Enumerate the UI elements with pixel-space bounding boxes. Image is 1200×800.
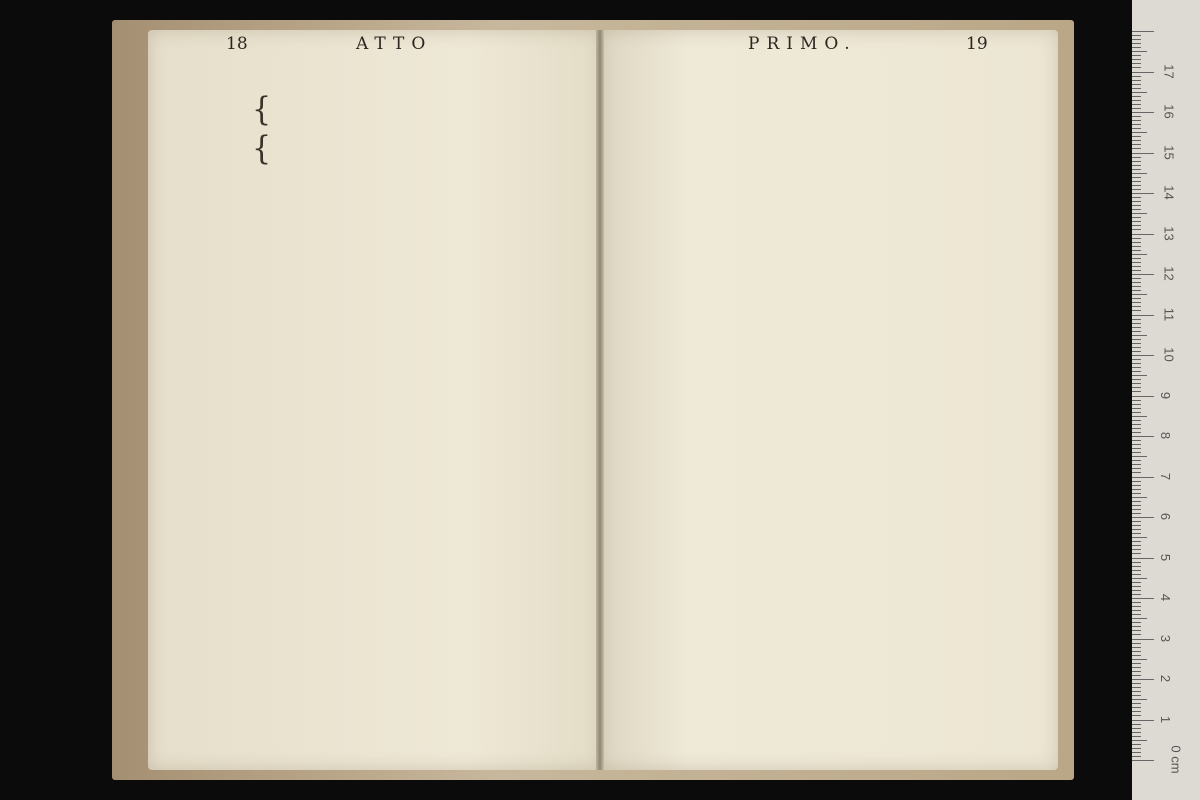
ruler-tick (1132, 363, 1141, 364)
ruler-tick (1132, 582, 1141, 583)
ruler-tick (1132, 148, 1141, 149)
ruler-number: 8 (1158, 431, 1174, 440)
ruler-tick (1132, 618, 1147, 619)
ruler-tick (1132, 752, 1141, 753)
ruler-tick (1132, 602, 1141, 603)
ruler-tick (1132, 578, 1147, 579)
ruler-tick (1132, 541, 1141, 542)
ruler-tick (1132, 124, 1141, 125)
ruler-tick (1132, 205, 1141, 206)
ruler-tick (1132, 444, 1141, 445)
ruler-tick (1132, 408, 1141, 409)
ruler-tick (1132, 493, 1141, 494)
ruler-tick (1132, 250, 1141, 251)
ruler-tick (1132, 464, 1141, 465)
ruler-tick (1132, 517, 1154, 518)
ruler-tick (1132, 72, 1154, 73)
ruler-tick (1132, 100, 1141, 101)
ruler-tick (1132, 59, 1141, 60)
ruler-tick (1132, 375, 1147, 376)
ruler-number: 9 (1158, 391, 1174, 399)
ruler-tick (1132, 209, 1141, 210)
ruler-tick (1132, 634, 1141, 635)
ruler-tick (1132, 703, 1141, 704)
page-number-left: 18 (226, 34, 248, 54)
ruler-tick (1132, 339, 1141, 340)
ruler-tick (1132, 655, 1141, 656)
ruler-tick (1132, 574, 1141, 575)
ruler-tick (1132, 282, 1141, 283)
ruler-tick (1132, 323, 1141, 324)
ruler-tick (1132, 35, 1141, 36)
ruler-tick (1132, 315, 1154, 316)
ruler-tick (1132, 396, 1154, 397)
ruler-tick (1132, 221, 1141, 222)
ruler-tick (1132, 262, 1141, 263)
ruler-tick (1132, 63, 1141, 64)
ruler-tick (1132, 367, 1141, 368)
ruler-tick (1132, 92, 1147, 93)
ruler-tick (1132, 606, 1141, 607)
ruler-tick (1132, 238, 1141, 239)
ruler-number: 12 (1161, 266, 1177, 281)
ruler-number: 17 (1161, 63, 1177, 79)
ruler-tick (1132, 428, 1141, 429)
ruler-tick (1132, 744, 1141, 745)
ruler-tick (1132, 416, 1147, 417)
ruler-tick (1132, 157, 1141, 158)
ruler-tick (1132, 136, 1141, 137)
ruler-tick (1132, 566, 1141, 567)
ruler-number: 0 cm (1168, 745, 1184, 774)
ruler-number: 13 (1161, 225, 1177, 241)
ruler-tick (1132, 691, 1141, 692)
ruler-tick (1132, 756, 1141, 757)
ruler-tick (1132, 331, 1141, 332)
ruler-tick (1132, 525, 1141, 526)
ruler-tick (1132, 278, 1141, 279)
ruler-tick (1132, 699, 1147, 700)
ruler-tick (1132, 290, 1141, 291)
brace-bracket: { (252, 129, 272, 168)
ruler-tick (1132, 622, 1141, 623)
ruler-tick (1132, 521, 1141, 522)
ruler-tick (1132, 306, 1141, 307)
ruler-tick (1132, 679, 1154, 680)
ruler-tick (1132, 598, 1154, 599)
ruler-tick (1132, 351, 1141, 352)
ruler-tick (1132, 740, 1147, 741)
ruler-tick (1132, 481, 1141, 482)
ruler-tick (1132, 736, 1141, 737)
ruler-tick (1132, 695, 1141, 696)
ruler-tick (1132, 477, 1154, 478)
ruler-tick (1132, 687, 1141, 688)
running-header-left: ATTO (356, 34, 433, 54)
ruler-number: 1 (1158, 715, 1174, 723)
ruler-tick (1132, 302, 1141, 303)
ruler-tick (1132, 161, 1141, 162)
ruler-tick (1132, 39, 1141, 40)
ruler-tick (1132, 651, 1141, 652)
ruler-tick (1132, 47, 1141, 48)
ruler-number: 7 (1158, 472, 1174, 480)
ruler-tick (1132, 558, 1154, 559)
ruler-tick (1132, 234, 1154, 235)
ruler-tick (1132, 663, 1141, 664)
ruler-tick (1132, 379, 1141, 380)
ruler-tick (1132, 108, 1141, 109)
ruler-tick (1132, 294, 1147, 295)
brace-bracket: { (252, 90, 272, 129)
ruler-tick (1132, 683, 1141, 684)
ruler-tick (1132, 456, 1147, 457)
ruler-tick (1132, 400, 1141, 401)
ruler-tick (1132, 391, 1141, 392)
ruler-tick (1132, 610, 1141, 611)
ruler-tick (1132, 630, 1141, 631)
ruler-tick (1132, 132, 1147, 133)
ruler-tick (1132, 359, 1141, 360)
ruler-tick (1132, 760, 1154, 761)
ruler-tick (1132, 165, 1141, 166)
ruler-tick (1132, 343, 1141, 344)
ruler-tick (1132, 590, 1141, 591)
ruler-number: 4 (1158, 593, 1174, 602)
ruler-tick (1132, 88, 1141, 89)
ruler-tick (1132, 647, 1141, 648)
ruler-tick (1132, 217, 1141, 218)
ruler-tick (1132, 274, 1154, 275)
ruler-tick (1132, 327, 1141, 328)
page-number-right: 19 (966, 34, 988, 54)
ruler-tick (1132, 485, 1141, 486)
ruler-number: 10 (1161, 347, 1177, 362)
ruler-tick (1132, 242, 1141, 243)
ruler-tick (1132, 185, 1141, 186)
ruler-tick (1132, 675, 1141, 676)
ruler-tick (1132, 436, 1154, 437)
measuring-ruler (1132, 0, 1200, 800)
ruler-tick (1132, 728, 1141, 729)
ruler-number: 3 (1158, 634, 1174, 642)
ruler-tick (1132, 468, 1141, 469)
ruler-tick (1132, 513, 1141, 514)
ruler-tick (1132, 420, 1141, 421)
ruler-tick (1132, 144, 1141, 145)
ruler-tick (1132, 497, 1147, 498)
ruler-tick (1132, 549, 1141, 550)
ruler-tick (1132, 533, 1141, 534)
ruler-tick (1132, 213, 1147, 214)
ruler-tick (1132, 31, 1154, 32)
ruler-tick (1132, 80, 1141, 81)
ruler-tick (1132, 67, 1141, 68)
ruler-tick (1132, 197, 1141, 198)
ruler-tick (1132, 715, 1141, 716)
ruler-tick (1132, 112, 1154, 113)
ruler-tick (1132, 55, 1141, 56)
ruler-number: 15 (1161, 144, 1177, 160)
ruler-tick (1132, 225, 1141, 226)
ruler-tick (1132, 177, 1141, 178)
ruler-tick (1132, 732, 1141, 733)
ruler-tick (1132, 270, 1141, 271)
ruler-tick (1132, 116, 1141, 117)
ruler-tick (1132, 460, 1141, 461)
ruler-tick (1132, 626, 1141, 627)
ruler-tick (1132, 440, 1141, 441)
ruler-tick (1132, 432, 1141, 433)
ruler-tick (1132, 193, 1154, 194)
ruler-tick (1132, 707, 1141, 708)
ruler-tick (1132, 412, 1141, 413)
ruler-number: 11 (1161, 307, 1177, 321)
ruler-tick (1132, 173, 1147, 174)
ruler-tick (1132, 671, 1141, 672)
ruler-tick (1132, 553, 1141, 554)
ruler-tick (1132, 545, 1141, 546)
ruler-tick (1132, 472, 1141, 473)
ruler-tick (1132, 153, 1154, 154)
ruler-number: 2 (1158, 674, 1174, 683)
ruler-tick (1132, 128, 1141, 129)
ruler-tick (1132, 355, 1154, 356)
ruler-tick (1132, 659, 1147, 660)
ruler-tick (1132, 383, 1141, 384)
ruler-tick (1132, 104, 1141, 105)
ruler-tick (1132, 51, 1147, 52)
ruler-tick (1132, 181, 1141, 182)
ruler-tick (1132, 724, 1141, 725)
ruler-tick (1132, 452, 1141, 453)
ruler-tick (1132, 96, 1141, 97)
ruler-tick (1132, 594, 1141, 595)
right-page (598, 30, 1058, 770)
ruler-tick (1132, 266, 1141, 267)
ruler-tick (1132, 639, 1154, 640)
ruler-tick (1132, 424, 1141, 425)
book-gutter (596, 30, 604, 770)
ruler-tick (1132, 189, 1141, 190)
ruler-tick (1132, 586, 1141, 587)
ruler-number: 16 (1161, 104, 1177, 119)
ruler-tick (1132, 537, 1147, 538)
ruler-tick (1132, 254, 1147, 255)
ruler-tick (1132, 643, 1141, 644)
ruler-tick (1132, 258, 1141, 259)
ruler-tick (1132, 509, 1141, 510)
ruler-tick (1132, 310, 1141, 311)
ruler-tick (1132, 140, 1141, 141)
ruler-tick (1132, 201, 1141, 202)
ruler-tick (1132, 84, 1141, 85)
ruler-number: 5 (1158, 553, 1174, 561)
left-page (148, 30, 603, 770)
ruler-tick (1132, 505, 1141, 506)
ruler-tick (1132, 667, 1141, 668)
ruler-tick (1132, 120, 1141, 121)
ruler-tick (1132, 614, 1141, 615)
running-header-right: PRIMO. (748, 34, 857, 54)
ruler-tick (1132, 43, 1141, 44)
ruler-tick (1132, 298, 1141, 299)
ruler-tick (1132, 404, 1141, 405)
ruler-tick (1132, 76, 1141, 77)
ruler-tick (1132, 562, 1141, 563)
ruler-tick (1132, 246, 1141, 247)
ruler-tick (1132, 448, 1141, 449)
ruler-tick (1132, 748, 1141, 749)
ruler-tick (1132, 529, 1141, 530)
ruler-number: 14 (1161, 185, 1177, 200)
ruler-tick (1132, 335, 1147, 336)
ruler-tick (1132, 286, 1141, 287)
ruler-tick (1132, 501, 1141, 502)
ruler-tick (1132, 570, 1141, 571)
ruler-tick (1132, 711, 1141, 712)
ruler-tick (1132, 229, 1141, 230)
ruler-number: 6 (1158, 512, 1174, 521)
ruler-tick (1132, 720, 1154, 721)
ruler-tick (1132, 371, 1141, 372)
ruler-tick (1132, 387, 1141, 388)
ruler-tick (1132, 489, 1141, 490)
ruler-tick (1132, 169, 1141, 170)
ruler-tick (1132, 319, 1141, 320)
ruler-tick (1132, 347, 1141, 348)
